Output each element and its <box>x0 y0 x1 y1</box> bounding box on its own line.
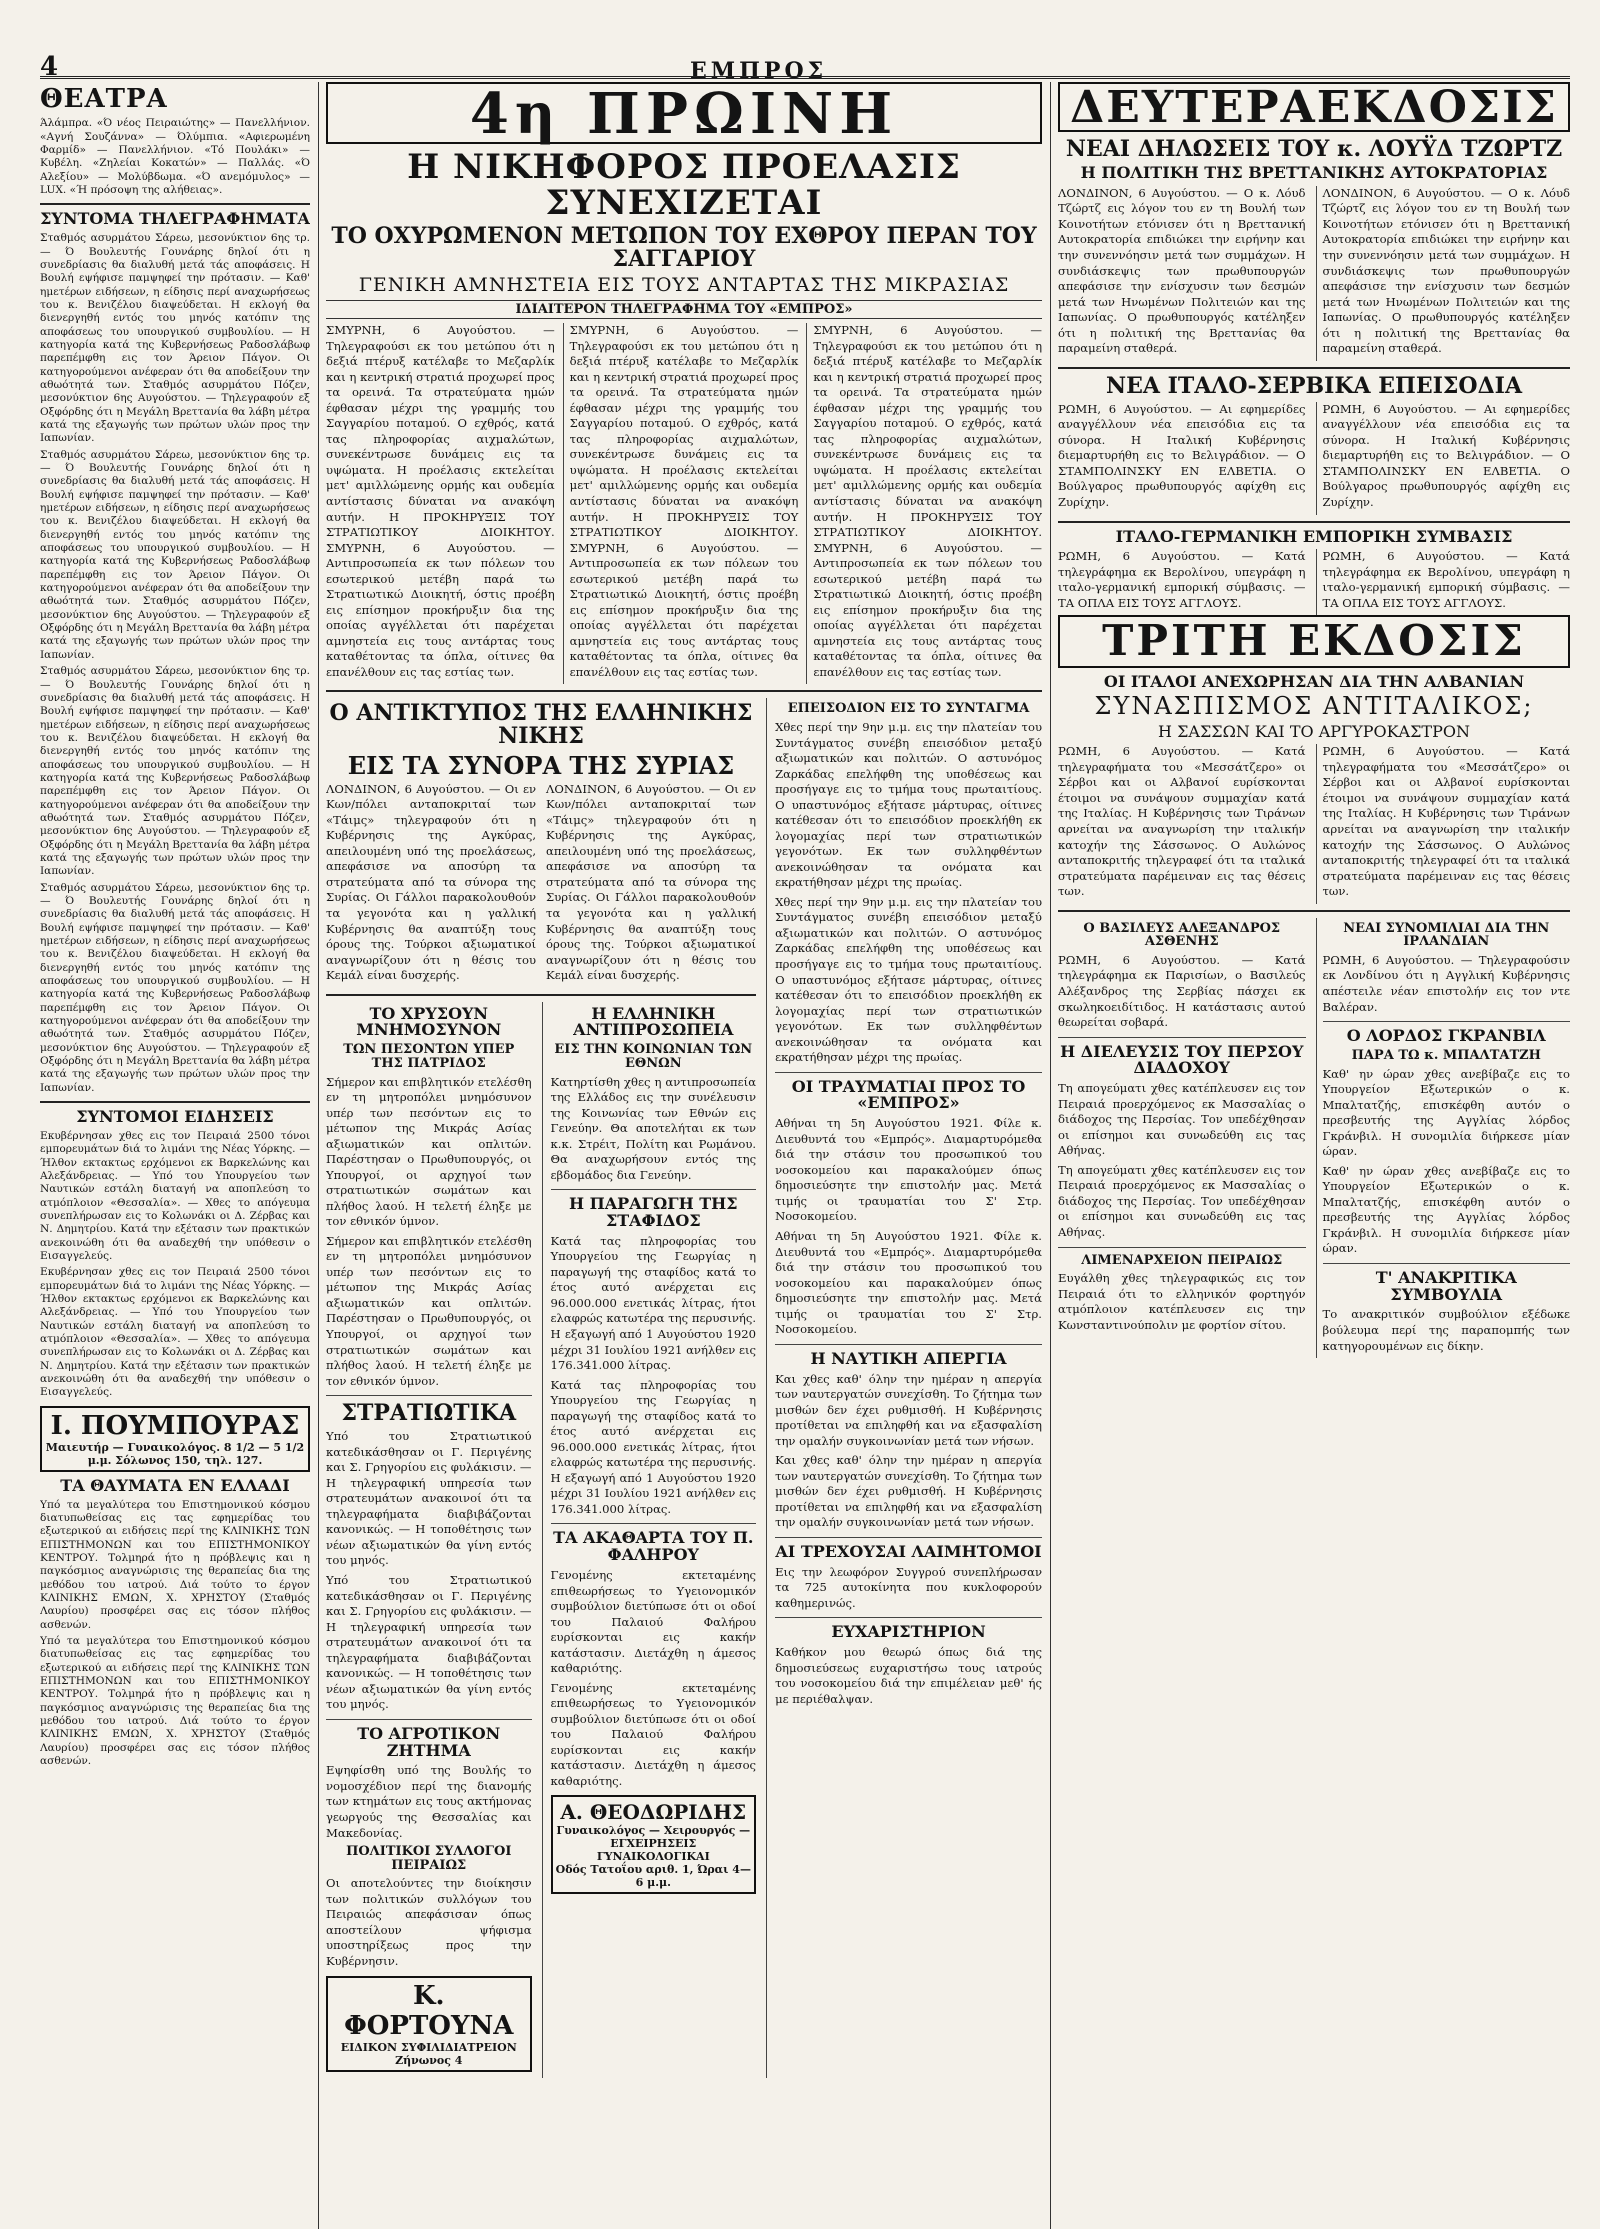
king-title: Ο ΒΑΣΙΛΕΥΣ ΑΛΕΞΑΝΔΡΟΣ ΑΣΘΕΝΗΣ <box>1083 920 1281 950</box>
short-telegrams-title: ΣΥΝΤΟΜΑ ΤΗΛΕΓΡΑΦΗΜΑΤΑ <box>40 209 310 229</box>
rep-sub: ΕΙΣ ΤΗΝ ΚΟΙΝΩΝΙΑΝ ΤΩΝ ΕΘΝΩΝ <box>554 1042 753 1071</box>
ital-germ-title: ΙΤΑΛΟ-ΓΕΡΜΑΝΙΚΗ ΕΜΠΟΡΙΚΗ ΣΥΜΒΑΣΙΣ <box>1115 526 1513 546</box>
ad-line: ΕΙΔΙΚΟΝ ΣΥΦΙΛΙΔΙΑΤΡΕΙΟΝ <box>340 2040 517 2054</box>
lead-story <box>326 323 1042 684</box>
lord-sub: ΠΑΡΑ ΤΩ κ. ΜΠΑΛΤΑΤΖΗ <box>1351 1047 1541 1063</box>
ireland-text: ΡΩΜΗ, 6 Αυγούστου. — Τηλεγραφούσιν εκ Λονδίνου ότι η Αγγλική Κυβέρνησις απέστειλε νέαν επιστολήν εις τον ντε Βαλέραν. <box>1322 952 1570 1014</box>
agrarian-text: Εψηφίσθη υπό της Βουλής το νομοσχέδιον περί της διανομής των κτημάτων εις τους ακτήμονας γεωργούς της Θεσσαλίας και Μακεδονίας. <box>326 1763 532 1840</box>
ad-line: Μαιευτήρ — Γυναικολόγος. 8 1/2 — 5 1/2 μ.μ. Σόλωνος 150, τηλ. 127. <box>45 1440 305 1467</box>
column-divider <box>318 82 319 2229</box>
ital-serb-text: ΡΩΜΗ, 6 Αυγούστου. — Αι εφημερίδες αναγγέλλουν νέα επεισόδια εις τα σύνορα. Η Ιταλική Κυβέρνησις διεμαρτυρήθη εις το Βελιγράδιον. — Ο ΣΤΑΜΠΟΛΙΝΣΚΥ ΕΝ ΕΛΒΕΤΙΑ. Ο Βούλγαρος πρωθυπουργός αφίχθη εις Ζυρίχην. <box>1322 401 1570 510</box>
third-headline: ΟΙ ΙΤΑΛΟΙ ΑΝΕΧΩΡΗΣΑΝ ΔΙΑ ΤΗΝ ΑΛΒΑΝΙΑΝ <box>1103 671 1525 691</box>
ad-name: Κ. ΦΟΡΤΟΥΝΑ <box>344 1980 514 2041</box>
harbor-text: Ευγάλθη χθες τηλεγραφικώς εις τον Πειραιά ότι το ελληνικόν φορτηγόν ατμόπλοιον κατέπλευσεν εις την Κωνσταντινούπολιν με φορτίον σίτου. <box>1058 1271 1306 1332</box>
right-lower-left <box>1058 918 1306 1358</box>
miracles-text: Υπό τα μεγαλύτερα του Επιστημονικού κόσμου διατυπωθείσας εις τας εφημερίδας του εξωτερικού αι ειδήσεις περί της ΚΛΙΝΙΚΗΣ ΤΩΝ ΕΠΙΣΤΗΜΟΝΩΝ και του ΕΠΙΣΤΗΜΟΝΙΚΟΥ ΚΕΝΤΡΟΥ. Τολμηρά ήτο η πρόβλεψις και η παγκόσμιος αναγνώρισις της θεραπείας δια της μεθόδου του ιατρού. Διά τούτο το έργον ΚΛΙΝΙΚΗΣ ΕΜΩΝ, Χ. ΧΡΗΣΤΟΥ (Σταθμός Λαυρίου) προσφέρει σας εις τόσον πλήθος ασθενών. <box>40 1635 310 1768</box>
clubs-text: Οι αποτελούντες την διοίκησιν των πολιτικών συλλόγων του Πειραιώς απεφάσισαν όπως αποστείλουν ψήφισμα υποστηρίξεως προς την Κυβέρνησιν. <box>326 1876 532 1968</box>
memorial-text: Σήμερον και επιβλητικόν ετελέσθη εν τη μητροπόλει μνημόσυνον υπέρ των πεσόντων εις το μέτωπον της Μικράς Ασίας αξιωματικών και οπλιτών. Παρέστησαν ο Πρωθυπουργός, οι Υπουργοί, οι αρχηγοί των στρατιωτικών σωμάτων και πλήθος λαού. Η τελετή έληξε με τον εθνικόν ύμνον. <box>326 1074 532 1229</box>
echo-sub: ΕΙΣ ΤΑ ΣΥΝΟΡΑ ΤΗΣ ΣΥΡΙΑΣ <box>347 750 735 780</box>
strike-title: Η ΝΑΥΤΙΚΗ ΑΠΕΡΓΙΑ <box>810 1348 1007 1368</box>
divider <box>326 994 756 996</box>
lord-title: Ο ΛΟΡΔΟΣ ΓΚΡΑΝΒΙΛ <box>1346 1026 1546 1046</box>
divider <box>1058 910 1570 912</box>
councils-title: Τ' ΑΝΑΚΡΙΤΙΚΑ ΣΥΜΒΟΥΛΙΑ <box>1375 1267 1517 1304</box>
wounded-title: ΟΙ ΤΡΑΥΜΑΤΙΑΙ ΠΡΟΣ ΤΟ «ΕΜΠΡΟΣ» <box>791 1076 1026 1113</box>
lord-text: Καθ' ην ώραν χθες ανεβίβαζε εις το Υπουργείον Εξωτερικών ο κ. Μπαλτατζής, επισκέφθη αυτόν ο πρεσβευτής της Αγγλίας λόρδος Γκράνβιλ. Η συνομιλία διήρκεσε μίαν ώραν. <box>1322 1163 1570 1256</box>
agrarian-title: ΤΟ ΑΓΡΟΤΙΚΟΝ ΖΗΤΗΜΑ <box>357 1723 501 1760</box>
lead-text: ΣΜΥΡΝΗ, 6 Αυγούστου. — Τηλεγραφούσι εκ του μετώπου ότι η δεξιά πτέρυξ κατέλαβε το Μεζαρλίκ και η κεντρική στρατιά προχωρεί προς τα ορεινά. Τα στρατεύματα ημών έφθασαν μέχρι της γραμμής του Σαγγαρίου ποταμού. Ο εχθρός, κατά τας πληροφορίας αιχμαλώτων, συνεκέντρωσε δυνάμεις εις τα υψώματα. Η προέλασις εκτελείται μετ' αμιλλώμενης ορμής και ουδεμία αντίστασις δύναται να ανακόψη αυτήν. Η ΠΡΟΚΗΡΥΞΙΣ ΤΟΥ ΣΤΡΑΤΙΩΤΙΚΟΥ ΔΙΟΙΚΗΤΟΥ. ΣΜΥΡΝΗ, 6 Αυγούστου. — Αντιπροσωπεία εκ των πόλεων του εσωτερικού μετέβη παρά τω Στρατιωτικώ Διοικητή, όστις προέβη εις επίσημον προκήρυξιν δια της οποίας αγγέλλεται ότι παρέχεται αμνηστεία εις τους αντάρτας τους καταθέτοντας τα όπλα, οίτινες θα επανέλθουν εις τας εστίας των. <box>569 323 799 679</box>
memorial-text: Σήμερον και επιβλητικόν ετελέσθη εν τη μητροπόλει μνημόσυνον υπέρ των πεσόντων εις το μέτωπον της Μικράς Ασίας αξιωματικών και οπλιτών. Παρέστησαν ο Πρωθυπουργός, οι Υπουργοί, οι αρχηγοί των στρατιωτικών σωμάτων και πλήθος λαού. Η τελετή έληξε με τον εθνικόν ύμνον. <box>326 1233 532 1388</box>
phaleron-title: ΤΑ ΑΚΑΘΑΡΤΑ ΤΟΥ Π. ΦΑΛΗΡΟΥ <box>553 1528 754 1565</box>
military-text: Υπό του Στρατιωτικού κατεδικάσθησαν οι Γ. Περιγένης και Σ. Γρηγορίου εις φυλάκισιν. — Η τηλεγραφική υπηρεσία των στρατευμάτων ανακοινοί ότι τα τηλεγραφήματα διαβιβάζονται κανονικώς. — Η τοποθέτησις των νέων αξιωματικών θα γίνη εντός του μηνός. <box>326 1573 532 1712</box>
sub-headline: ΤΟ ΟΧΥΡΩΜΕΝΟΝ ΜΕΤΩΠΟΝ ΤΟΥ ΕΧΘΡΟΥ ΠΕΡΑΝ ΤΟΥ ΣΑΓΓΑΡΙΟΥ <box>331 223 1037 273</box>
rep-title: Η ΕΛΛΗΝΙΚΗ ΑΝΤΙΠΡΟΣΩΠΕΙΑ <box>573 1003 734 1040</box>
lg-subheadline: Η ΠΟΛΙΤΙΚΗ ΤΗΣ ΒΡΕΤΤΑΝΙΚΗΣ ΑΥΤΟΚΡΑΤΟΡΙΑΣ <box>1080 163 1548 183</box>
telegrams-text: Σταθμός ασυρμάτου Σάρεω, μεσονύκτιον 6ης τρ. — Ό Βουλευτής Γουνάρης δηλοί ότι η συνεδρίασις θα διαλυθή μετά τάς αποφάσεις. Η Βουλή εψήφισε παμψηφεί την πρότασιν. — Καθ' ημετέρων ειδήσεων, η είδησις περί αναχωρήσεως του κ. Βενιζέλου διαψεύδεται. Η εκλογή θα διενεργηθή εντός του μηνός κατόπιν της αποφάσεως του υπουργικού συμβουλίου. — Η κατηγορία κατά της Κυβερνήσεως Ραδοσλάβωφ παρεπέμφθη εις τον Άρειον Πάγον. Οι κατηγορούμενοι ανέφεραν ότι θα αποδείξουν την αθωότητά των. Σταθμός ασυρμάτου Πόζεν, μεσονύκτιον 6ης Αυγούστου. — Τηλεγραφούν εξ Οξφόρδης ότι η Μεγάλη Βρεττανία θα λάβη μέτρα κατά της εξαγωγής των πρώτων υλών προς την Ιαπωνίαν. <box>40 448 310 661</box>
bandits-title: ΑΙ ΤΡΕΧΟΥΣΑΙ ΛΑΙΜΗΤΟΜΟΙ <box>775 1541 1042 1561</box>
lg-headline: ΝΕΑΙ ΔΗΛΩΣΕΙΣ ΤΟΥ κ. ΛΟΥΫΔ ΤΖΩΡΤΖ <box>1065 136 1563 162</box>
right-lower-right <box>1316 918 1571 1358</box>
ad-address: Οδός Τατοΐου αριθ. 1, Ώραι 4—6 μ.μ. <box>555 1863 751 1890</box>
military-title: ΣΤΡΑΤΙΩΤΙΚΑ <box>341 1400 517 1427</box>
top-rule <box>40 60 1570 79</box>
second-edition-banner: ΔΕΥΤΕΡΑΕΚΔΟΣΙΣ <box>1058 82 1570 132</box>
ad-name: Α. ΘΕΟΔΩΡΙΔΗΣ <box>560 1800 747 1825</box>
currant-text: Κατά τας πληροφορίας του Υπουργείου της Γεωργίας η παραγωγή της σταφίδος κατά το έτος αυτό ανέρχεται εις 96.000.000 ενετικάς λίτρας, ήτοι ελαφρώς κατωτέρα της περυσινής. Η εξαγωγή από 1 Αυγούστου 1920 μέχρι 31 Ιουλίου 1921 ανήλθεν εις 176.341.000 λίτρας. <box>550 1377 757 1516</box>
ad-line: Γυναικολόγος — Χειρουργός — ΕΓΧΕΙΡΗΣΕΙΣ ΓΥΝΑΙΚΟΛΟΓΙΚΑΙ <box>556 1824 751 1864</box>
wounded-text: Αθήναι τη 5η Αυγούστου 1921. Φίλε κ. Διευθυντά του «Εμπρός». Διαμαρτυρόμεθα διά την στάσιν του προσωπικού του νοσοκομείου και παρακαλούμεν όπως δημοσιεύσητε την επιστολήν μας. Μετά τιμής οι τραυματίαι του Σ' Στρ. Νοσοκομείου. <box>775 1229 1042 1337</box>
divider <box>1058 367 1570 369</box>
news-text: Εκυβέρνησαν χθες εις τον Πειραιά 2500 τόνοι εμπορευμάτων διά το λιμάνι της Νέας Υόρκης. — Ήλθον εκτακτως ερχόμενοι εκ Βαρκελώνης και Αλεξάνδρειας. — Υπό του Υπουργείου των Ναυτικών εστάλη διαταγή να αποπλεύση το ατμόπλοιον «Θεσσαλία». — Χθες το απόγευμα συνεπλήρωσαν εις το Κολωνάκι οι Δ. Ζέρβας και Ν. Δημητρίου. Κατά την εξέτασιν των πρακτικών ανεκοινώθη ότι θα αναδεχθή την υπόθεσιν ο Εισαγγελεύς. <box>40 1266 310 1399</box>
memorial-title: ΤΟ ΧΡΥΣΟΥΝ ΜΝΗΜΟΣΥΝΟΝ <box>356 1003 502 1040</box>
telegrams-text: Σταθμός ασυρμάτου Σάρεω, μεσονύκτιον 6ης τρ. — Ό Βουλευτής Γουνάρης δηλοί ότι η συνεδρίασις θα διαλυθή μετά τάς αποφάσεις. Η Βουλή εψήφισε παμψηφεί την πρότασιν. — Καθ' ημετέρων ειδήσεων, η είδησις περί αναχωρήσεως του κ. Βενιζέλου διαψεύδεται. Η εκλογή θα διενεργηθή εντός του μηνός κατόπιν της αποφάσεως του υπουργικού συμβουλίου. — Η κατηγορία κατά της Κυβερνήσεως Ραδοσλάβωφ παρεπέμφθη εις τον Άρειον Πάγον. Οι κατηγορούμενοι ανέφεραν ότι θα αποδείξουν την αθωότητά των. Σταθμός ασυρμάτου Πόζεν, μεσονύκτιον 6ης Αυγούστου. — Τηλεγραφούν εξ Οξφόρδης ότι η Μεγάλη Βρεττανία θα λάβη μέτρα κατά της εξαγωγής των πρώτων υλών προς την Ιαπωνίαν. <box>40 881 310 1094</box>
ad-address: Ζήνωνος 4 <box>395 2053 463 2067</box>
persian-text: Τη απογεύματι χθες κατέπλευσεν εις τον Πειραιά προερχόμενος εκ Μασσαλίας ο διάδοχος της Περσίας. Τον υπεδέχθησαν οι επίσημοι και συνωδεύθη εις τας Αθήνας. <box>1058 1162 1306 1239</box>
amnesty-headline: ΓΕΝΙΚΗ ΑΜΝΗΣΤΕΙΑ ΕΙΣ ΤΟΥΣ ΑΝΤΑΡΤΑΣ ΤΗΣ ΜΙΚΡΑΣΙΑΣ <box>358 273 1010 296</box>
lord-text: Καθ' ην ώραν χθες ανεβίβαζε εις το Υπουργείον Εξωτερικών ο κ. Μπαλτατζής, επισκέφθη αυτόν ο πρεσβευτής της Αγγλίας λόρδος Γκράνβιλ. Η συνομιλία διήρκεσε μίαν ώραν. <box>1322 1066 1570 1159</box>
military-text: Υπό του Στρατιωτικού κατεδικάσθησαν οι Γ. Περιγένης και Σ. Γρηγορίου εις φυλάκισιν. — Η τηλεγραφική υπηρεσία των στρατευμάτων ανακοινοί ότι τα τηλεγραφήματα διαβιβάζονται κανονικώς. — Η τοποθέτησις των νέων αξιωματικών θα γίνη εντός του μηνός. <box>326 1429 532 1568</box>
representation-section <box>542 1002 757 2078</box>
echo-text: ΛΟΝΔΙΝΟΝ, 6 Αυγούστου. — Οι εν Κων/πόλει ανταποκριταί των «Τάιμς» τηλεγραφούν ότι η Κυβέρνησις της Αγκύρας, απειλουμένη υπό της προελάσεως, απεφάσισε να αποσύρη τα στρατεύματα από τα σύνορα της Συρίας. Οι Γάλλοι παρακολουθούν τα γεγονότα και η γαλλική Κυβέρνησις θα αναπτύξη τους όρους της. Τούρκοι αξιωματικοί αναγνωρίζουν ότι η θέσις του Κεμάλ είναι δυσχερής. <box>326 781 537 983</box>
ital-germ-text: ΡΩΜΗ, 6 Αυγούστου. — Κατά τηλεγράφημα εκ Βερολίνου, υπεγράφη η ιταλο-γερμανική εμπορική σύμβασις. — ΤΑ ΟΠΛΑ ΕΙΣ ΤΟΥΣ ΑΓΓΛΟΥΣ. <box>1058 549 1306 610</box>
wounded-text: Αθήναι τη 5η Αυγούστου 1921. Φίλε κ. Διευθυντά του «Εμπρός». Διαμαρτυρόμεθα διά την στάσιν του προσωπικού του νοσοκομείου και παρακαλούμεν όπως δημοσιεύσητε την επιστολήν μας. Μετά τιμής οι τραυματίαι του Σ' Στρ. Νοσοκομείου. <box>775 1116 1042 1224</box>
third-text: ΡΩΜΗ, 6 Αυγούστου. — Κατά τηλεγραφήματα του «Μεσσάτζερο» οι Σέρβοι και οι Αλβανοί ευρίσκονται έτοιμοι να συνάψουν συμμαχίαν κατά της Ιταλίας. Η Κυβέρνησις των Τιράνων αρνείται να αναγνωρίση την ιταλικήν κατοχήν της Σάσσωνος. Ο Αυλώνος ανταποκριτής τηλεγραφεί ότι τα ιταλικά στρατεύματα παρέμειναν εις τας θέσεις των. <box>1058 744 1306 899</box>
divider <box>326 690 1042 692</box>
ireland-title: ΝΕΑΙ ΣΥΝΟΜΙΛΙΑΙ ΔΙΑ ΤΗΝ ΙΡΛΑΝΔΙΑΝ <box>1343 920 1550 950</box>
center-lower <box>326 698 1042 2077</box>
rep-text: Κατηρτίσθη χθες η αντιπροσωπεία της Ελλάδος εις την συνέλευσιν της Κοινωνίας των Εθνών εις Γενεύην. Θα αποτελήται εκ των κ.κ. Στρέιτ, Πολίτη και Ρωμάνου. Θα αναχωρήσουν εντός της εβδομάδος δια Γενεύην. <box>550 1074 757 1182</box>
phaleron-text: Γενομένης εκτεταμένης επιθεωρήσεως το Υγειονομικόν συμβούλιον διετύπωσε ότι οι οδοί του Παλαιού Φαλήρου ευρίσκονται εις κακήν κατάστασιν. Διετάχθη η άμεσος καθαριότης. <box>550 1567 757 1676</box>
currant-text: Κατά τας πληροφορίας του Υπουργείου της Γεωργίας η παραγωγή της σταφίδος κατά το έτος αυτό ανέρχεται εις 96.000.000 ενετικάς λίτρας, ήτοι ελαφρώς κατωτέρα της περυσινής. Η εξαγωγή από 1 Αυγούστου 1920 μέχρι 31 Ιουλίου 1921 ανήλθεν εις 176.341.000 λίτρας. <box>550 1233 757 1373</box>
special-telegram: ΙΔΙΑΙΤΕΡΟΝ ΤΗΛΕΓΡΑΦΗΜΑ ΤΟΥ «ΕΜΠΡΟΣ» <box>326 300 1042 320</box>
lg-text: ΛΟΝΔΙΝΟΝ, 6 Αυγούστου. — Ο κ. Λόυδ Τζώρτζ εις λόγον του εν τη Βουλή των Κοινοτήτων ετόνισεν ότι η Βρεττανική Αυτοκρατορία επιδιώκει την ειρήνην και την συνεννόησιν μετά των συμμάχων. Η συνδιάσκεψις των πρωθυπουργών απεφάσισε την ενίσχυσιν των δεσμών μετά των Ηνωμένων Πολιτειών και της Ιαπωνίας. Ο πρωθυπουργός κατέληξεν ότι η πολιτική της Βρεττανίας θα παραμείνη σταθερά. <box>1322 185 1570 356</box>
king-text: ΡΩΜΗ, 6 Αυγούστου. — Κατά τηλεγράφημα εκ Παρισίων, ο Βασιλεύς Αλέξανδρος της Σερβίας πάσχει εκ σκωληκοειδίτιδος. Η κατάστασις αυτού θεωρείται σοβαρά. <box>1058 952 1306 1030</box>
memorial-sub: ΤΩΝ ΠΕΣΟΝΤΩΝ ΥΠΕΡ ΤΗΣ ΠΑΤΡΙΔΟΣ <box>343 1042 515 1071</box>
epeis-title: ΕΠΕΙΣΟΔΙΟΝ ΕΙΣ ΤΟ ΣΥΝΤΑΓΜΑ <box>787 701 1030 717</box>
ad-theodoridis <box>551 1795 757 1894</box>
lead-text: ΣΜΥΡΝΗ, 6 Αυγούστου. — Τηλεγραφούσι εκ του μετώπου ότι η δεξιά πτέρυξ κατέλαβε το Μεζαρλίκ και η κεντρική στρατιά προχωρεί προς τα ορεινά. Τα στρατεύματα ημών έφθασαν μέχρι της γραμμής του Σαγγαρίου ποταμού. Ο εχθρός, κατά τας πληροφορίας αιχμαλώτων, συνεκέντρωσε δυνάμεις εις τα υψώματα. Η προέλασις εκτελείται μετ' αμιλλώμενης ορμής και ουδεμία αντίστασις δύναται να ανακόψη αυτήν. Η ΠΡΟΚΗΡΥΞΙΣ ΤΟΥ ΣΤΡΑΤΙΩΤΙΚΟΥ ΔΙΟΙΚΗΤΟΥ. ΣΜΥΡΝΗ, 6 Αυγούστου. — Αντιπροσωπεία εκ των πόλεων του εσωτερικού μετέβη παρά τω Στρατιωτικώ Διοικητή, όστις προέβη εις επίσημον προκήρυξιν δια της οποίας αγγέλλεται ότι παρέχεται αμνηστεία εις τους αντάρτας τους καταθέτοντας τα όπλα, οίτινες θα επανέλθουν εις τας εστίας των. <box>326 323 555 679</box>
center-right-sub <box>766 698 1042 2077</box>
clubs-title: ΠΟΛΙΤΙΚΟΙ ΣΥΛΛΟΓΟΙ ΠΕΙΡΑΙΩΣ <box>346 1844 512 1873</box>
epeis-text: Χθες περί την 9ην μ.μ. εις την πλατείαν του Συντάγματος συνέβη επεισόδιον μεταξύ αξιωματικών και πολιτών. Ο αστυνόμος Ζαρκάδας επελήφθη της υποθέσεως και προσήγαγε εις το τμήμα τους πρωταιτίους. Ο υπαστυνόμος εξήτασε μάρτυρας, οίτινες κατέθεσαν ότι το επεισόδιον προεκλήθη εκ λογομαχίας περί των στρατιωτικών γεγονότων. Εκ των συλληφθέντων ανεκοινώθησαν τα ονόματα και εκρατήθησαν μέχρι της πρωίας. <box>775 720 1042 890</box>
strike-text: Και χθες καθ' όλην την ημέραν η απεργία των ναυτεργατών συνεχίσθη. Το ζήτημα των μισθών δεν έχει ρυθμισθή. Η Κυβέρνησις προτίθεται να επιληφθή και να εξασφαλίση την ομαλήν συγκοινωνίαν μετά των νήσων. <box>775 1371 1042 1448</box>
center-left-sub <box>326 698 756 2077</box>
third-text: ΡΩΜΗ, 6 Αυγούστου. — Κατά τηλεγραφήματα του «Μεσσάτζερο» οι Σέρβοι και οι Αλβανοί ευρίσκονται έτοιμοι να συνάψουν συμμαχίαν κατά της Ιταλίας. Η Κυβέρνησις των Τιράνων αρνείται να αναγνωρίση την ιταλικήν κατοχήν της Σάσσωνος. Ο Αυλώνος ανταποκριτής τηλεγραφεί ότι τα ιταλικά στρατεύματα παρέμειναν εις τας θέσεις των. <box>1322 744 1570 899</box>
thanks-text: Καθήκον μου θεωρώ όπως διά της δημοσιεύσεως ευχαριστήσω τους ιατρούς του νοσοκομείου διά την επιμέλειαν μεθ' ής με περιέθαλψαν. <box>775 1645 1042 1706</box>
ad-name: Ι. ΠΟΥΜΠΟΥΡΑΣ <box>50 1410 300 1441</box>
ital-germ-text: ΡΩΜΗ, 6 Αυγούστου. — Κατά τηλεγράφημα εκ Βερολίνου, υπεγράφη η ιταλο-γερμανική εμπορική σύμβασις. — ΤΑ ΟΠΛΑ ΕΙΣ ΤΟΥΣ ΑΓΓΛΟΥΣ. <box>1322 549 1570 610</box>
ital-serb-text: ΡΩΜΗ, 6 Αυγούστου. — Αι εφημερίδες αναγγέλλουν νέα επεισόδια εις τα σύνορα. Η Ιταλική Κυβέρνησις διεμαρτυρήθη εις το Βελιγράδιον. — Ο ΣΤΑΜΠΟΛΙΝΣΚΥ ΕΝ ΕΛΒΕΤΙΑ. Ο Βούλγαρος πρωθυπουργός αφίχθη εις Ζυρίχην. <box>1058 401 1306 510</box>
news-title: ΣΥΝΤΟΜΟΙ ΕΙΔΗΣΕΙΣ <box>76 1107 274 1127</box>
left-column <box>40 82 310 2229</box>
lg-text: ΛΟΝΔΙΝΟΝ, 6 Αυγούστου. — Ο κ. Λόυδ Τζώρτζ εις λόγον του εν τη Βουλή των Κοινοτήτων ετόνισεν ότι η Βρεττανική Αυτοκρατορία επιδιώκει την ειρήνην και την συνεννόησιν μετά των συμμάχων. Η συνδιάσκεψις των πρωθυπουργών απεφάσισε την ενίσχυσιν των δεσμών μετά των Ηνωμένων Πολιτειών και της Ιαπωνίας. Ο πρωθυπουργός κατέληξεν ότι η πολιτική της Βρεττανίας θα παραμείνη σταθερά. <box>1058 185 1306 356</box>
councils-text: Το ανακριτικόν συμβούλιον εξέδωκε βούλευμα περί της παραπομπής των κατηγορουμένων εις δίκην. <box>1322 1307 1570 1353</box>
divider <box>1058 521 1570 523</box>
telegrams-text: Σταθμός ασυρμάτου Σάρεω, μεσονύκτιον 6ης τρ. — Ό Βουλευτής Γουνάρης δηλοί ότι η συνεδρίασις θα διαλυθή μετά τάς αποφάσεις. Η Βουλή εψήφισε παμψηφεί την πρότασιν. — Καθ' ημετέρων ειδήσεων, η είδησις περί αναχωρήσεως του κ. Βενιζέλου διαψεύδεται. Η εκλογή θα διενεργηθή εντός του μηνός κατόπιν της αποφάσεως του υπουργικού συμβουλίου. — Η κατηγορία κατά της Κυβερνήσεως Ραδοσλάβωφ παρεπέμφθη εις τον Άρειον Πάγον. Οι κατηγορούμενοι ανέφεραν ότι θα αποδείξουν την αθωότητά των. Σταθμός ασυρμάτου Πόζεν, μεσονύκτιον 6ης Αυγούστου. — Τηλεγραφούν εξ Οξφόρδης ότι η Μεγάλη Βρεττανία θα λάβη μέτρα κατά της εξαγωγής των πρώτων υλών προς την Ιαπωνίαν. <box>40 665 310 878</box>
miracles-title: ΤΑ ΘΑΥΜΑΤΑ ΕΝ ΕΛΛΑΔΙ <box>60 1475 290 1495</box>
sasson-headline: Η ΣΑΣΣΩΝ ΚΑΙ ΤΟ ΑΡΓΥΡΟΚΑΣΤΡΟΝ <box>1158 721 1470 741</box>
coalition-headline: ΣΥΝΑΣΠΙΣΜΟΣ ΑΝΤΙΤΑΛΙΚΟΣ; <box>1094 692 1534 721</box>
divider <box>40 203 310 205</box>
telegrams-text: Σταθμός ασυρμάτου Σάρεω, μεσονύκτιον 6ης τρ. — Ό Βουλευτής Γουνάρης δηλοί ότι η συνεδρίασις θα διαλυθή μετά τάς αποφάσεις. Η Βουλή εψήφισε παμψηφεί την πρότασιν. — Καθ' ημετέρων ειδήσεων, η είδησις περί αναχωρήσεως του κ. Βενιζέλου διαψεύδεται. Η εκλογή θα διενεργηθή εντός του μηνός κατόπιν της αποφάσεως του υπουργικού συμβουλίου. — Η κατηγορία κατά της Κυβερνήσεως Ραδοσλάβωφ παρεπέμφθη εις τον Άρειον Πάγον. Οι κατηγορούμενοι ανέφεραν ότι θα αποδείξουν την αθωότητά των. Σταθμός ασυρμάτου Πόζεν, μεσονύκτιον 6ης Αυγούστου. — Τηλεγραφούν εξ Οξφόρδης ότι η Μεγάλη Βρεττανία θα λάβη μέτρα κατά της εξαγωγής των πρώτων υλών προς την Ιαπωνίαν. <box>40 232 310 445</box>
miracles-text: Υπό τα μεγαλύτερα του Επιστημονικού κόσμου διατυπωθείσας εις τας εφημερίδας του εξωτερικού αι ειδήσεις περί της ΚΛΙΝΙΚΗΣ ΤΩΝ ΕΠΙΣΤΗΜΟΝΩΝ και του ΕΠΙΣΤΗΜΟΝΙΚΟΥ ΚΕΝΤΡΟΥ. Τολμηρά ήτο η πρόβλεψις και η παγκόσμιος αναγνώρισις της θεραπείας δια της μεθόδου του ιατρού. Διά τούτο το έργον ΚΛΙΝΙΚΗΣ ΕΜΩΝ, Χ. ΧΡΗΣΤΟΥ (Σταθμός Λαυρίου) προσφέρει σας εις τόσον πλήθος ασθενών. <box>40 1498 310 1631</box>
edition-banner: 4η ΠΡΩΙΝΗ <box>326 82 1042 144</box>
paper-name: ΕΜΠΡΟΣ <box>690 58 828 84</box>
persian-text: Τη απογεύματι χθες κατέπλευσεν εις τον Πειραιά προερχόμενος εκ Μασσαλίας ο διάδοχος της Περσίας. Τον υπεδέχθησαν οι επίσημοι και συνωδεύθη εις τας Αθήνας. <box>1058 1081 1306 1158</box>
phaleron-text: Γενομένης εκτεταμένης επιθεωρήσεως το Υγειονομικόν συμβούλιον διετύπωσε ότι οι οδοί του Παλαιού Φαλήρου ευρίσκονται εις κακήν κατάστασιν. Διετάχθη η άμεσος καθαριότης. <box>550 1680 757 1788</box>
third-edition-banner: ΤΡΙΤΗ ΕΚΔΟΣΙΣ <box>1058 615 1570 667</box>
ad-poumpouras <box>40 1406 310 1472</box>
thanks-title: ΕΥΧΑΡΙΣΤΗΡΙΟΝ <box>831 1622 986 1642</box>
ad-fortouna <box>326 1976 532 2072</box>
strike-text: Και χθες καθ' όλην την ημέραν η απεργία των ναυτεργατών συνεχίσθη. Το ζήτημα των μισθών δεν έχει ρυθμισθή. Η Κυβέρνησις προτίθεται να επιληφθή και να εξασφαλίση την ομαλήν συγκοινωνίαν μετά των νήσων. <box>775 1453 1042 1530</box>
bandits-text: Εις την λεωφόρον Συγγρού συνεπλήρωσαν τα 725 αυτοκίνητα που κυκλοφορούν καθημερινώς. <box>775 1564 1042 1610</box>
center-column <box>326 82 1042 2229</box>
epeis-text: Χθες περί την 9ην μ.μ. εις την πλατείαν του Συντάγματος συνέβη επεισόδιον μεταξύ αξιωματικών και πολιτών. Ο αστυνόμος Ζαρκάδας επελήφθη της υποθέσεως και προσήγαγε εις το τμήμα τους πρωταιτίους. Ο υπαστυνόμος εξήτασε μάρτυρας, οίτινες κατέθεσαν ότι το επεισόδιον προεκλήθη εκ λογομαχίας περί των στρατιωτικών γεγονότων. Εκ των συλληφθέντων ανεκοινώθησαν τα ονόματα και εκρατήθησαν μέχρι της πρωίας. <box>775 894 1042 1065</box>
memorial-section <box>326 1002 532 2078</box>
persian-title: Η ΔΙΕΛΕΥΣΙΣ ΤΟΥ ΠΕΡΣΟΥ ΔΙΑΔΟΧΟΥ <box>1060 1041 1304 1078</box>
theatres-title: ΘΕΑΤΡΑ <box>40 84 168 114</box>
currant-title: Η ΠΑΡΑΓΩΓΗ ΤΗΣ ΣΤΑΦΙΔΟΣ <box>568 1194 738 1231</box>
right-column <box>1058 82 1570 2229</box>
divider <box>40 1101 310 1103</box>
echo-title: Ο ΑΝΤΙΚΤΥΠΟΣ ΤΗΣ ΕΛΛΗΝΙΚΗΣ ΝΙΚΗΣ <box>329 700 753 750</box>
column-divider <box>1050 82 1051 2229</box>
echo-text: ΛΟΝΔΙΝΟΝ, 6 Αυγούστου. — Οι εν Κων/πόλει ανταποκριταί των «Τάιμς» τηλεγραφούν ότι η Κυβέρνησις της Αγκύρας, απειλουμένη υπό της προελάσεως, απεφάσισε να αποσύρη τα στρατεύματα από τα σύνορα της Συρίας. Οι Γάλλοι παρακολουθούν τα γεγονότα και η γαλλική Κυβέρνησις θα αναπτύξη τους όρους της. Τούρκοι αξιωματικοί αναγνωρίζουν ότι η θέσις του Κεμάλ είναι δυσχερής. <box>546 781 757 983</box>
harbor-title: ΛΙΜΕΝΑΡΧΕΙΟΝ ΠΕΙΡΑΙΩΣ <box>1081 1252 1283 1268</box>
page-number: 4 <box>40 52 59 82</box>
news-text: Εκυβέρνησαν χθες εις τον Πειραιά 2500 τόνοι εμπορευμάτων διά το λιμάνι της Νέας Υόρκης. — Ήλθον εκτακτως ερχόμενοι εκ Βαρκελώνης και Αλεξάνδρειας. — Υπό του Υπουργείου των Ναυτικών εστάλη διαταγή να αποπλεύση το ατμόπλοιον «Θεσσαλία». — Χθες το απόγευμα συνεπλήρωσαν εις το Κολωνάκι οι Δ. Ζέρβας και Ν. Δημητρίου. Κατά την εξέτασιν των πρακτικών ανεκοινώθη ότι θα αναδεχθή την υπόθεσιν ο Εισαγγελεύς. <box>40 1129 310 1263</box>
ital-serb-title: ΝΕΑ ΙΤΑΛΟ-ΣΕΡΒΙΚΑ ΕΠΕΙΣΟΔΙΑ <box>1105 372 1523 399</box>
theatres-text: Άλάμπρα. «Ό νέος Πειραιώτης» — Πανελλήνιον. «Αγνή Σουζάννα» — Όλύμπια. «Αφιερωμένη Φαρμίδ» — Πανελλήνιον. «Τό Πουλάκι» — Κυβέλη. «Ζηλείαι Κοκατών» — Παλλάς. «Ό Αλεξίου» — Μολύβδωμα. «Ό ανεμόμυλος» — LUX. «Ή πρόσοψη της αλήθειας». <box>40 117 310 197</box>
main-headline: Η ΝΙΚΗΦΟΡΟΣ ΠΡΟΕΛΑΣΙΣ ΣΥΝΕΧΙΖΕΤΑΙ <box>407 147 961 223</box>
lead-text: ΣΜΥΡΝΗ, 6 Αυγούστου. — Τηλεγραφούσι εκ του μετώπου ότι η δεξιά πτέρυξ κατέλαβε το Μεζαρλίκ και η κεντρική στρατιά προχωρεί προς τα ορεινά. Τα στρατεύματα ημών έφθασαν μέχρι της γραμμής του Σαγγαρίου ποταμού. Ο εχθρός, κατά τας πληροφορίας αιχμαλώτων, συνεκέντρωσε δυνάμεις εις τα υψώματα. Η προέλασις εκτελείται μετ' αμιλλώμενης ορμής και ουδεμία αντίστασις δύναται να ανακόψη αυτήν. Η ΠΡΟΚΗΡΥΞΙΣ ΤΟΥ ΣΤΡΑΤΙΩΤΙΚΟΥ ΔΙΟΙΚΗΤΟΥ. ΣΜΥΡΝΗ, 6 Αυγούστου. — Αντιπροσωπεία εκ των πόλεων του εσωτερικού μετέβη παρά τω Στρατιωτικώ Διοικητή, όστις προέβη εις επίσημον προκήρυξιν δια της οποίας αγγέλλεται ότι παρέχεται αμνηστεία εις τους αντάρτας τους καταθέτοντας τα όπλα, οίτινες θα επανέλθουν εις τας εστίας των. <box>813 323 1042 679</box>
